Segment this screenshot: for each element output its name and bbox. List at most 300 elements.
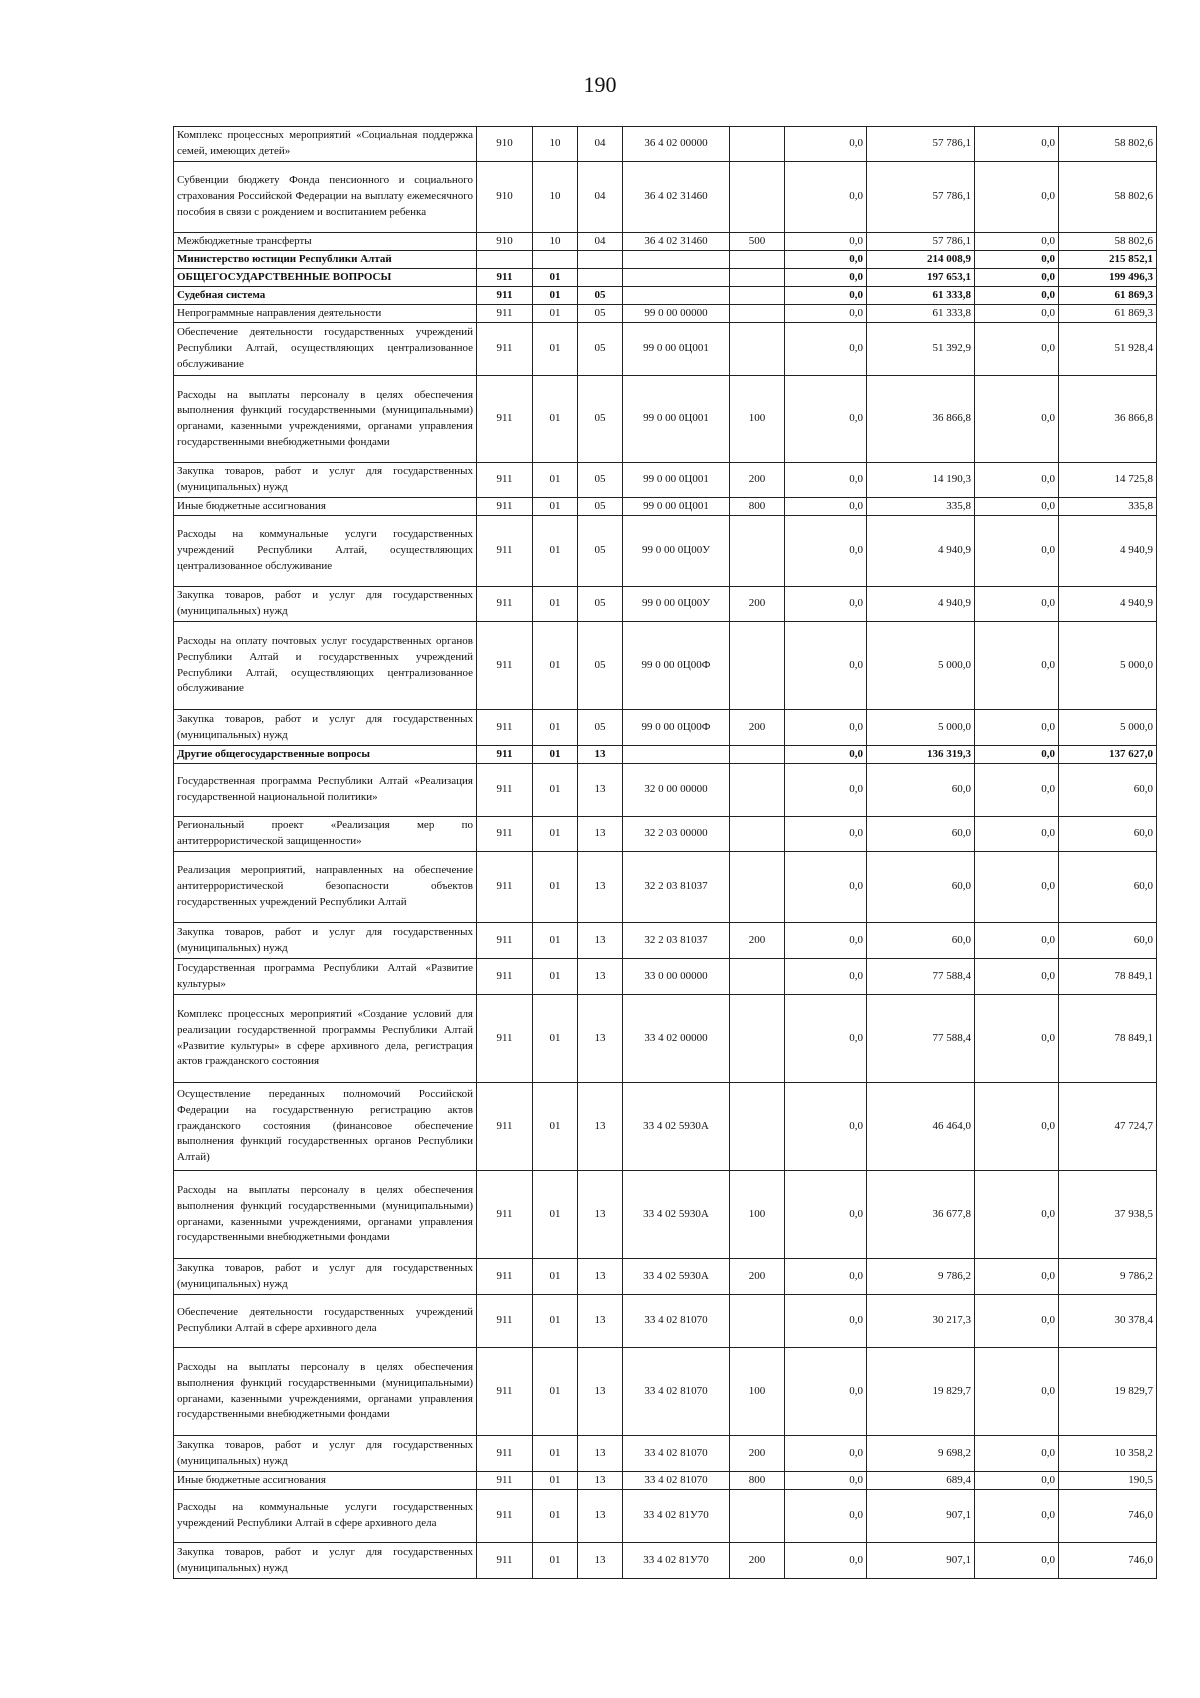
row-expense-type: 200	[730, 587, 785, 622]
row-value-4: 60,0	[1059, 764, 1157, 817]
row-section-code: 01	[533, 746, 578, 764]
table-row	[174, 1295, 1157, 1348]
row-value-3: 0,0	[975, 1083, 1059, 1171]
row-subsection-code: 05	[578, 587, 623, 622]
row-expense-type	[730, 622, 785, 710]
row-target-item: 99 0 00 0Ц001	[623, 376, 730, 463]
row-target-item	[623, 287, 730, 305]
row-gr-code: 911	[477, 959, 533, 995]
row-name: Закупка товаров, работ и услуг для государственных (муниципальных) нужд	[174, 587, 477, 622]
row-name: Осуществление переданных полномочий Российской Федерации на государственную регистрацию актов гражданского состояния (финансовое обеспечение выполнения функций государственных органов Республики Алтай)	[174, 1083, 477, 1171]
row-value-2: 5 000,0	[867, 622, 975, 710]
row-expense-type	[730, 1490, 785, 1543]
row-value-4: 5 000,0	[1059, 622, 1157, 710]
row-name: Комплекс процессных мероприятий «Социальная поддержка семей, имеющих детей»	[174, 127, 477, 162]
row-value-2: 136 319,3	[867, 746, 975, 764]
row-value-4: 4 940,9	[1059, 516, 1157, 587]
row-target-item: 36 4 02 31460	[623, 162, 730, 233]
row-subsection-code: 05	[578, 498, 623, 516]
row-name: Государственная программа Республики Алтай «Реализация государственной национальной политики»	[174, 764, 477, 817]
row-subsection-code	[578, 269, 623, 287]
row-target-item: 33 4 02 00000	[623, 995, 730, 1083]
row-value-4: 215 852,1	[1059, 251, 1157, 269]
row-value-4: 58 802,6	[1059, 162, 1157, 233]
row-value-4: 4 940,9	[1059, 587, 1157, 622]
row-value-2: 214 008,9	[867, 251, 975, 269]
row-gr-code: 911	[477, 1472, 533, 1490]
row-name: Реализация мероприятий, направленных на обеспечение антитеррористической безопасности объектов государственных учреждений Республики Алтай	[174, 852, 477, 923]
row-value-3: 0,0	[975, 852, 1059, 923]
row-value-1: 0,0	[785, 269, 867, 287]
row-expense-type	[730, 746, 785, 764]
row-value-2: 77 588,4	[867, 995, 975, 1083]
row-expense-type	[730, 516, 785, 587]
table-row	[174, 287, 1157, 305]
row-value-4: 60,0	[1059, 923, 1157, 959]
row-value-1: 0,0	[785, 622, 867, 710]
row-expense-type	[730, 287, 785, 305]
row-value-3: 0,0	[975, 376, 1059, 463]
row-value-1: 0,0	[785, 852, 867, 923]
row-subsection-code: 05	[578, 622, 623, 710]
row-subsection-code: 05	[578, 516, 623, 587]
row-name: Расходы на коммунальные услуги государственных учреждений Республики Алтай, осуществляющих централизованное обслуживание	[174, 516, 477, 587]
row-section-code: 10	[533, 127, 578, 162]
row-expense-type	[730, 323, 785, 376]
row-value-3: 0,0	[975, 162, 1059, 233]
row-value-2: 30 217,3	[867, 1295, 975, 1348]
row-value-4: 78 849,1	[1059, 959, 1157, 995]
row-gr-code: 911	[477, 463, 533, 498]
row-value-2: 197 653,1	[867, 269, 975, 287]
row-target-item: 33 4 02 81У70	[623, 1543, 730, 1579]
table-row	[174, 764, 1157, 817]
table-row	[174, 1490, 1157, 1543]
row-value-2: 60,0	[867, 852, 975, 923]
row-value-2: 4 940,9	[867, 516, 975, 587]
row-section-code: 01	[533, 1436, 578, 1472]
row-target-item: 32 2 03 81037	[623, 923, 730, 959]
row-value-2: 46 464,0	[867, 1083, 975, 1171]
row-value-2: 4 940,9	[867, 587, 975, 622]
row-target-item: 33 4 02 5930А	[623, 1259, 730, 1295]
row-target-item: 33 4 02 5930А	[623, 1171, 730, 1259]
row-name: Закупка товаров, работ и услуг для государственных (муниципальных) нужд	[174, 1543, 477, 1579]
table-row	[174, 587, 1157, 622]
row-gr-code: 911	[477, 995, 533, 1083]
row-section-code: 01	[533, 1543, 578, 1579]
row-section-code: 01	[533, 287, 578, 305]
row-name: Судебная система	[174, 287, 477, 305]
row-target-item: 99 0 00 0Ц001	[623, 463, 730, 498]
row-gr-code: 911	[477, 1348, 533, 1436]
row-value-1: 0,0	[785, 516, 867, 587]
row-value-1: 0,0	[785, 817, 867, 852]
row-target-item: 33 4 02 81070	[623, 1472, 730, 1490]
row-value-1: 0,0	[785, 1436, 867, 1472]
row-value-3: 0,0	[975, 463, 1059, 498]
row-name: Закупка товаров, работ и услуг для государственных (муниципальных) нужд	[174, 710, 477, 746]
row-value-4: 190,5	[1059, 1472, 1157, 1490]
row-subsection-code: 13	[578, 746, 623, 764]
table-row	[174, 817, 1157, 852]
row-value-4: 30 378,4	[1059, 1295, 1157, 1348]
row-value-4: 60,0	[1059, 852, 1157, 923]
row-value-2: 689,4	[867, 1472, 975, 1490]
row-gr-code: 911	[477, 622, 533, 710]
row-subsection-code: 13	[578, 959, 623, 995]
row-expense-type: 200	[730, 923, 785, 959]
table-row	[174, 305, 1157, 323]
row-gr-code: 911	[477, 923, 533, 959]
row-section-code: 01	[533, 995, 578, 1083]
row-value-2: 9 698,2	[867, 1436, 975, 1472]
row-gr-code: 910	[477, 162, 533, 233]
row-name: Межбюджетные трансферты	[174, 233, 477, 251]
row-name: Обеспечение деятельности государственных учреждений Республики Алтай, осуществляющих централизованное обслуживание	[174, 323, 477, 376]
row-subsection-code: 05	[578, 463, 623, 498]
row-value-3: 0,0	[975, 746, 1059, 764]
row-name: Закупка товаров, работ и услуг для государственных (муниципальных) нужд	[174, 1436, 477, 1472]
row-value-1: 0,0	[785, 746, 867, 764]
row-target-item	[623, 269, 730, 287]
row-value-1: 0,0	[785, 323, 867, 376]
table-row	[174, 1083, 1157, 1171]
row-name: Закупка товаров, работ и услуг для государственных (муниципальных) нужд	[174, 1259, 477, 1295]
row-expense-type: 800	[730, 498, 785, 516]
row-subsection-code: 13	[578, 995, 623, 1083]
row-value-4: 58 802,6	[1059, 127, 1157, 162]
row-value-3: 0,0	[975, 1490, 1059, 1543]
table-row	[174, 1472, 1157, 1490]
row-target-item: 99 0 00 00000	[623, 305, 730, 323]
row-target-item: 33 4 02 81070	[623, 1348, 730, 1436]
row-section-code: 01	[533, 1083, 578, 1171]
row-value-1: 0,0	[785, 1348, 867, 1436]
row-name: Закупка товаров, работ и услуг для государственных (муниципальных) нужд	[174, 923, 477, 959]
row-name: Расходы на оплату почтовых услуг государственных органов Республики Алтай и государственных учреждений Республики Алтай, осуществляющих централизованное обслуживание	[174, 622, 477, 710]
row-value-1: 0,0	[785, 587, 867, 622]
row-value-2: 36 866,8	[867, 376, 975, 463]
row-value-2: 60,0	[867, 923, 975, 959]
row-gr-code: 911	[477, 710, 533, 746]
row-name: Государственная программа Республики Алтай «Развитие культуры»	[174, 959, 477, 995]
row-name: Другие общегосударственные вопросы	[174, 746, 477, 764]
row-gr-code: 911	[477, 1436, 533, 1472]
table-row	[174, 516, 1157, 587]
row-value-3: 0,0	[975, 305, 1059, 323]
row-value-1: 0,0	[785, 764, 867, 817]
row-section-code: 01	[533, 1490, 578, 1543]
row-gr-code: 911	[477, 498, 533, 516]
row-value-2: 907,1	[867, 1543, 975, 1579]
row-gr-code: 911	[477, 746, 533, 764]
row-subsection-code: 13	[578, 1083, 623, 1171]
row-value-3: 0,0	[975, 516, 1059, 587]
row-name: Расходы на выплаты персоналу в целях обеспечения выполнения функций государственными (муниципальными) органами, казенными учреждениями, органами управления государственными внебюджетными фондами	[174, 376, 477, 463]
row-value-2: 51 392,9	[867, 323, 975, 376]
row-name: Непрограммные направления деятельности	[174, 305, 477, 323]
row-value-4: 335,8	[1059, 498, 1157, 516]
row-gr-code: 911	[477, 1543, 533, 1579]
row-expense-type: 200	[730, 1259, 785, 1295]
row-expense-type	[730, 1083, 785, 1171]
row-value-3: 0,0	[975, 710, 1059, 746]
row-section-code: 01	[533, 1259, 578, 1295]
row-value-3: 0,0	[975, 233, 1059, 251]
row-gr-code: 911	[477, 1171, 533, 1259]
row-value-2: 57 786,1	[867, 162, 975, 233]
row-gr-code: 911	[477, 1259, 533, 1295]
row-value-1: 0,0	[785, 463, 867, 498]
row-subsection-code: 13	[578, 1490, 623, 1543]
row-value-3: 0,0	[975, 1543, 1059, 1579]
row-value-4: 47 724,7	[1059, 1083, 1157, 1171]
row-value-2: 61 333,8	[867, 287, 975, 305]
row-section-code: 01	[533, 305, 578, 323]
row-expense-type	[730, 995, 785, 1083]
row-value-2: 5 000,0	[867, 710, 975, 746]
row-section-code: 01	[533, 516, 578, 587]
table-row	[174, 959, 1157, 995]
row-section-code: 01	[533, 1295, 578, 1348]
row-target-item: 33 4 02 81070	[623, 1295, 730, 1348]
row-target-item: 33 4 02 5930А	[623, 1083, 730, 1171]
row-expense-type	[730, 959, 785, 995]
table-row	[174, 251, 1157, 269]
row-value-3: 0,0	[975, 764, 1059, 817]
row-subsection-code: 05	[578, 710, 623, 746]
table-row	[174, 852, 1157, 923]
row-section-code: 10	[533, 162, 578, 233]
row-value-3: 0,0	[975, 251, 1059, 269]
row-value-1: 0,0	[785, 1490, 867, 1543]
row-value-4: 5 000,0	[1059, 710, 1157, 746]
row-section-code: 01	[533, 323, 578, 376]
row-gr-code: 911	[477, 1083, 533, 1171]
row-gr-code	[477, 251, 533, 269]
row-expense-type	[730, 1295, 785, 1348]
row-subsection-code: 04	[578, 162, 623, 233]
row-gr-code: 910	[477, 127, 533, 162]
row-value-1: 0,0	[785, 923, 867, 959]
row-value-4: 37 938,5	[1059, 1171, 1157, 1259]
table-row	[174, 162, 1157, 233]
row-value-3: 0,0	[975, 1259, 1059, 1295]
table-row	[174, 1348, 1157, 1436]
row-expense-type	[730, 127, 785, 162]
row-name: Иные бюджетные ассигнования	[174, 498, 477, 516]
row-section-code: 01	[533, 710, 578, 746]
row-value-4: 137 627,0	[1059, 746, 1157, 764]
row-value-3: 0,0	[975, 995, 1059, 1083]
table-row	[174, 746, 1157, 764]
table-row	[174, 995, 1157, 1083]
row-subsection-code: 05	[578, 287, 623, 305]
row-expense-type	[730, 764, 785, 817]
row-section-code: 01	[533, 1171, 578, 1259]
row-value-2: 61 333,8	[867, 305, 975, 323]
row-gr-code: 911	[477, 764, 533, 817]
row-value-1: 0,0	[785, 251, 867, 269]
row-subsection-code: 05	[578, 376, 623, 463]
row-section-code: 01	[533, 498, 578, 516]
row-target-item: 99 0 00 0Ц001	[623, 323, 730, 376]
row-value-2: 19 829,7	[867, 1348, 975, 1436]
row-value-2: 77 588,4	[867, 959, 975, 995]
row-section-code: 01	[533, 1472, 578, 1490]
row-value-4: 60,0	[1059, 817, 1157, 852]
row-target-item: 32 0 00 00000	[623, 764, 730, 817]
row-value-4: 36 866,8	[1059, 376, 1157, 463]
row-value-4: 14 725,8	[1059, 463, 1157, 498]
row-expense-type	[730, 251, 785, 269]
row-expense-type: 100	[730, 1348, 785, 1436]
row-value-3: 0,0	[975, 323, 1059, 376]
page-number: 190	[583, 72, 617, 97]
row-value-3: 0,0	[975, 923, 1059, 959]
row-subsection-code: 04	[578, 127, 623, 162]
row-subsection-code: 13	[578, 923, 623, 959]
row-value-1: 0,0	[785, 995, 867, 1083]
row-name: Комплекс процессных мероприятий «Создание условий для реализации государственной программы Республики Алтай «Развитие культуры» в сфере архивного дела, регистрация актов гражданского состояния	[174, 995, 477, 1083]
table-row	[174, 1171, 1157, 1259]
row-value-2: 907,1	[867, 1490, 975, 1543]
row-section-code: 01	[533, 376, 578, 463]
row-subsection-code: 13	[578, 1543, 623, 1579]
row-target-item: 99 0 00 0Ц00У	[623, 516, 730, 587]
row-subsection-code: 13	[578, 1295, 623, 1348]
row-target-item: 33 4 02 81070	[623, 1436, 730, 1472]
row-value-1: 0,0	[785, 1543, 867, 1579]
row-value-4: 199 496,3	[1059, 269, 1157, 287]
row-value-3: 0,0	[975, 269, 1059, 287]
row-value-3: 0,0	[975, 127, 1059, 162]
row-name: Министерство юстиции Республики Алтай	[174, 251, 477, 269]
row-value-3: 0,0	[975, 587, 1059, 622]
row-section-code: 01	[533, 817, 578, 852]
table-row	[174, 233, 1157, 251]
row-value-1: 0,0	[785, 1295, 867, 1348]
row-value-3: 0,0	[975, 622, 1059, 710]
row-value-2: 60,0	[867, 817, 975, 852]
row-target-item: 33 4 02 81У70	[623, 1490, 730, 1543]
row-target-item: 36 4 02 00000	[623, 127, 730, 162]
row-value-3: 0,0	[975, 959, 1059, 995]
row-value-2: 9 786,2	[867, 1259, 975, 1295]
row-subsection-code: 13	[578, 1171, 623, 1259]
row-gr-code: 911	[477, 376, 533, 463]
row-value-1: 0,0	[785, 162, 867, 233]
row-expense-type: 200	[730, 1436, 785, 1472]
row-name: Расходы на выплаты персоналу в целях обеспечения выполнения функций государственными (муниципальными) органами, казенными учреждениями, органами управления государственными внебюджетными фондами	[174, 1348, 477, 1436]
row-name: Региональный проект «Реализация мер по антитеррористической защищенности»	[174, 817, 477, 852]
table-row	[174, 269, 1157, 287]
row-value-1: 0,0	[785, 233, 867, 251]
row-expense-type	[730, 162, 785, 233]
row-gr-code: 911	[477, 587, 533, 622]
row-value-3: 0,0	[975, 1171, 1059, 1259]
row-section-code: 01	[533, 587, 578, 622]
row-value-1: 0,0	[785, 1083, 867, 1171]
row-value-4: 78 849,1	[1059, 995, 1157, 1083]
row-subsection-code: 05	[578, 305, 623, 323]
row-subsection-code	[578, 251, 623, 269]
row-subsection-code: 13	[578, 1259, 623, 1295]
row-value-2: 57 786,1	[867, 127, 975, 162]
row-name: Субвенции бюджету Фонда пенсионного и социального страхования Российской Федерации на выплату ежемесячного пособия в связи с рождением и воспитанием ребенка	[174, 162, 477, 233]
row-section-code: 01	[533, 269, 578, 287]
row-gr-code: 911	[477, 817, 533, 852]
row-target-item	[623, 251, 730, 269]
row-target-item: 32 2 03 00000	[623, 817, 730, 852]
row-section-code	[533, 251, 578, 269]
row-target-item: 36 4 02 31460	[623, 233, 730, 251]
row-value-2: 57 786,1	[867, 233, 975, 251]
row-section-code: 01	[533, 1348, 578, 1436]
row-value-4: 10 358,2	[1059, 1436, 1157, 1472]
row-expense-type: 200	[730, 1543, 785, 1579]
row-target-item: 32 2 03 81037	[623, 852, 730, 923]
row-gr-code: 911	[477, 323, 533, 376]
row-gr-code: 911	[477, 287, 533, 305]
row-value-2: 335,8	[867, 498, 975, 516]
row-value-3: 0,0	[975, 1436, 1059, 1472]
row-value-3: 0,0	[975, 498, 1059, 516]
row-gr-code: 911	[477, 269, 533, 287]
row-value-1: 0,0	[785, 498, 867, 516]
row-gr-code: 911	[477, 516, 533, 587]
row-value-2: 60,0	[867, 764, 975, 817]
row-target-item: 99 0 00 0Ц001	[623, 498, 730, 516]
row-value-3: 0,0	[975, 1472, 1059, 1490]
row-subsection-code: 13	[578, 1348, 623, 1436]
row-value-1: 0,0	[785, 287, 867, 305]
row-value-4: 51 928,4	[1059, 323, 1157, 376]
row-value-1: 0,0	[785, 376, 867, 463]
table-row	[174, 923, 1157, 959]
row-subsection-code: 13	[578, 1472, 623, 1490]
row-subsection-code: 05	[578, 323, 623, 376]
row-expense-type: 800	[730, 1472, 785, 1490]
row-section-code: 10	[533, 233, 578, 251]
row-expense-type	[730, 817, 785, 852]
table-row	[174, 463, 1157, 498]
row-value-4: 61 869,3	[1059, 287, 1157, 305]
row-value-1: 0,0	[785, 1472, 867, 1490]
row-target-item: 99 0 00 0Ц00Ф	[623, 710, 730, 746]
row-target-item: 33 0 00 00000	[623, 959, 730, 995]
row-subsection-code: 13	[578, 764, 623, 817]
row-value-4: 9 786,2	[1059, 1259, 1157, 1295]
row-expense-type: 200	[730, 710, 785, 746]
row-section-code: 01	[533, 959, 578, 995]
row-expense-type: 100	[730, 376, 785, 463]
row-expense-type	[730, 852, 785, 923]
row-subsection-code: 13	[578, 817, 623, 852]
row-section-code: 01	[533, 923, 578, 959]
row-value-2: 14 190,3	[867, 463, 975, 498]
row-value-1: 0,0	[785, 1171, 867, 1259]
row-name: Закупка товаров, работ и услуг для государственных (муниципальных) нужд	[174, 463, 477, 498]
row-name: Расходы на выплаты персоналу в целях обеспечения выполнения функций государственными (муниципальными) органами, казенными учреждениями, органами управления государственными внебюджетными фондами	[174, 1171, 477, 1259]
row-value-1: 0,0	[785, 1259, 867, 1295]
table-row	[174, 1543, 1157, 1579]
row-gr-code: 911	[477, 852, 533, 923]
row-section-code: 01	[533, 852, 578, 923]
row-value-1: 0,0	[785, 305, 867, 323]
table-row	[174, 1436, 1157, 1472]
